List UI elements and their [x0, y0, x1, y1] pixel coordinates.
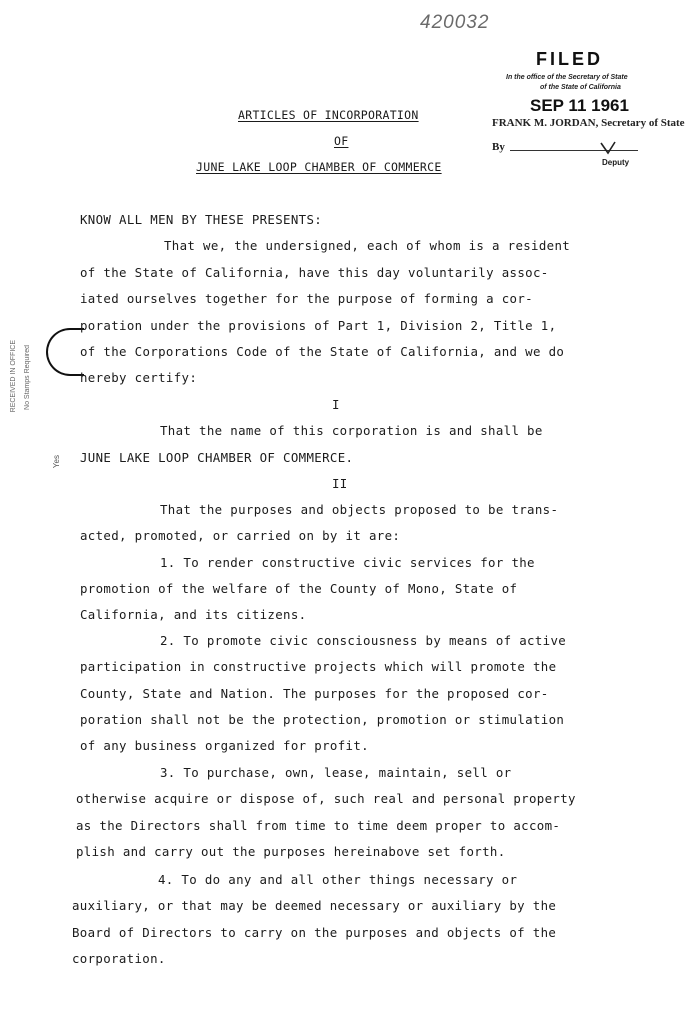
body-line: as the Directors shall from time to time deem proper to accom-: [76, 818, 561, 833]
body-line: That the name of this corporation is and shall be: [160, 423, 543, 438]
margin-note-stamps: No Stamps Required: [24, 345, 31, 410]
checkmark-icon: [600, 141, 616, 155]
body-line: County, State and Nation. The purposes for the proposed cor-: [80, 686, 549, 701]
corporation-name-title: JUNE LAKE LOOP CHAMBER OF COMMERCE: [196, 160, 442, 174]
body-line: participation in constructive projects which will promote the: [80, 659, 557, 674]
body-line: auxiliary, or that may be deemed necessary or auxiliary by the: [72, 898, 557, 913]
body-line: promotion of the welfare of the County of Mono, State of: [80, 581, 518, 596]
body-line: That we, the undersigned, each of whom is a resident: [164, 238, 571, 253]
filed-stamp-deputy: Deputy: [602, 158, 630, 167]
purpose-item-4: 4. To do any and all other things necessary or: [158, 872, 518, 887]
body-line: That the purposes and objects proposed to be trans-: [160, 502, 559, 517]
purpose-item-2: 2. To promote civic consciousness by means of active: [160, 633, 567, 648]
margin-bracket-mark: [46, 328, 84, 376]
body-line: JUNE LAKE LOOP CHAMBER OF COMMERCE.: [80, 450, 354, 465]
document-title: ARTICLES OF INCORPORATION: [238, 108, 419, 122]
body-line: KNOW ALL MEN BY THESE PRESENTS:: [80, 212, 323, 227]
body-line: of the Corporations Code of the State of California, and we do: [80, 344, 565, 359]
section-heading-ii: II: [332, 476, 348, 491]
filed-stamp-office: In the office of the Secretary of State: [506, 74, 628, 81]
document-title-of: OF: [334, 134, 349, 148]
body-line: poration shall not be the protection, promotion or stimulation: [80, 712, 565, 727]
purpose-item-3: 3. To purchase, own, lease, maintain, sell or: [160, 765, 512, 780]
body-line: iated ourselves together for the purpose of forming a cor-: [80, 291, 533, 306]
body-line: Board of Directors to carry on the purposes and objects of the: [72, 925, 557, 940]
body-line: hereby certify:: [80, 370, 198, 385]
margin-note-received: RECEIVED IN OFFICE: [10, 340, 17, 413]
body-line: corporation.: [72, 951, 166, 966]
filed-stamp-state: of the State of California: [540, 84, 621, 91]
body-line: California, and its citizens.: [80, 607, 307, 622]
filed-stamp-secretary: FRANK M. JORDAN, Secretary of State: [492, 117, 685, 129]
filed-stamp-date: SEP 11 1961: [530, 96, 629, 115]
body-line: poration under the provisions of Part 1, Division 2, Title 1,: [80, 318, 557, 333]
filed-stamp-by: By: [492, 141, 505, 153]
body-line: otherwise acquire or dispose of, such real and personal property: [76, 791, 576, 806]
body-line: plish and carry out the purposes hereinabove set forth.: [76, 844, 506, 859]
filed-stamp-title: FILED: [536, 49, 603, 69]
body-line: of any business organized for profit.: [80, 738, 369, 753]
section-heading-i: I: [332, 397, 340, 412]
body-line: acted, promoted, or carried on by it are:: [80, 528, 401, 543]
margin-note-yes: Yes: [52, 455, 61, 469]
document-number: 420032: [420, 12, 490, 33]
signature-line: [510, 150, 638, 151]
purpose-item-1: 1. To render constructive civic services for the: [160, 555, 535, 570]
body-line: of the State of California, have this day voluntarily assoc-: [80, 265, 549, 280]
